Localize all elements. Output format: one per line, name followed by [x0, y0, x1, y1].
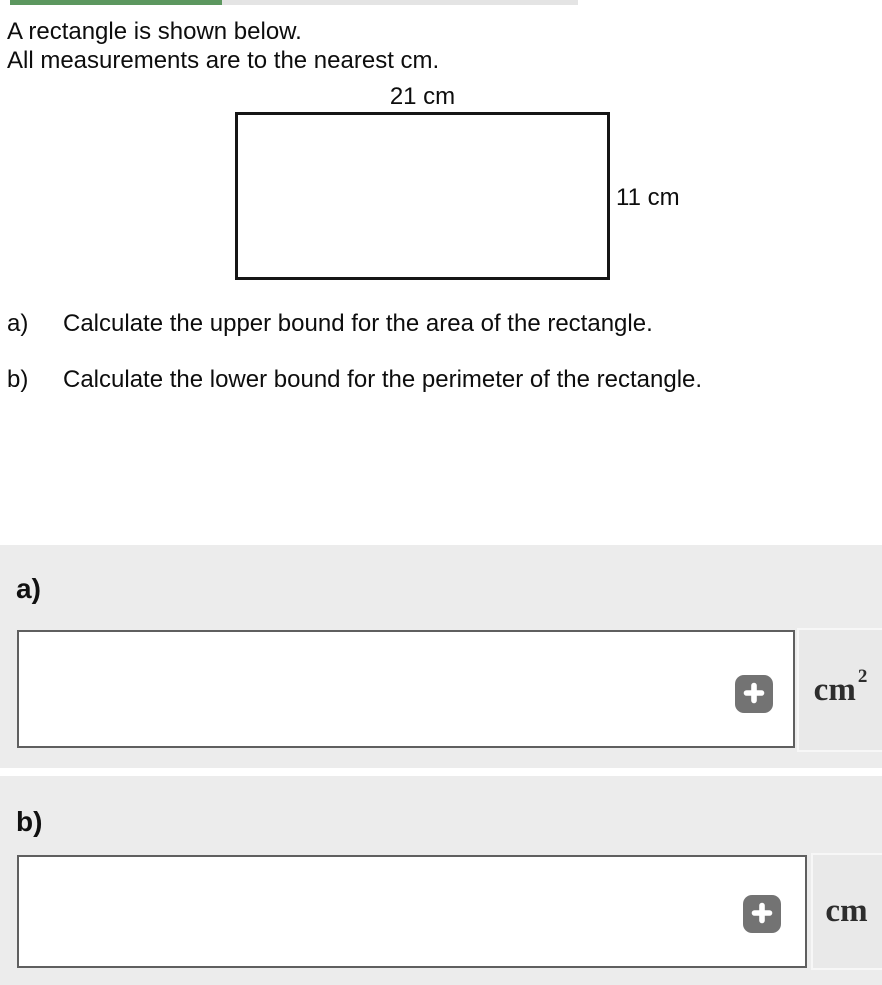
- unit-text: cm: [813, 671, 856, 708]
- question-a-id: a): [7, 310, 29, 337]
- question-a-text: Calculate the upper bound for the area of the rectangle.: [63, 310, 653, 337]
- question-intro: [7, 17, 439, 75]
- answer-b-box[interactable]: [17, 855, 807, 968]
- intro-line-2: All measurements are to the nearest cm.: [7, 47, 440, 74]
- answer-b-plus-button[interactable]: [743, 895, 781, 933]
- progress-bar: [10, 0, 578, 5]
- answer-b-label: b): [16, 806, 43, 837]
- answer-section-b: [0, 776, 882, 985]
- answer-a-plus-button[interactable]: [735, 675, 773, 713]
- plus-icon: [742, 681, 766, 708]
- answer-a-label: a): [16, 573, 41, 604]
- answer-a-box[interactable]: [17, 630, 795, 748]
- intro-line-1: A rectangle is shown below.: [7, 18, 302, 45]
- answer-section-a: [0, 545, 882, 768]
- rectangle-figure: [235, 112, 610, 280]
- answer-b-unit: [811, 853, 882, 970]
- question-b-id: b): [7, 366, 29, 393]
- plus-icon: [750, 901, 774, 928]
- rect-width-label: 21 cm: [389, 83, 456, 110]
- unit-text: cm: [825, 893, 868, 929]
- answer-a-unit: cm $^2$: [797, 628, 882, 752]
- rect-height-label: 11 cm: [616, 184, 680, 211]
- question-b-text: Calculate the lower bound for the perimeter of the rectangle.: [63, 366, 703, 393]
- answer-a-input[interactable]: [19, 632, 793, 746]
- progress-bar-fill: [10, 0, 222, 5]
- answer-b-input[interactable]: [19, 857, 805, 966]
